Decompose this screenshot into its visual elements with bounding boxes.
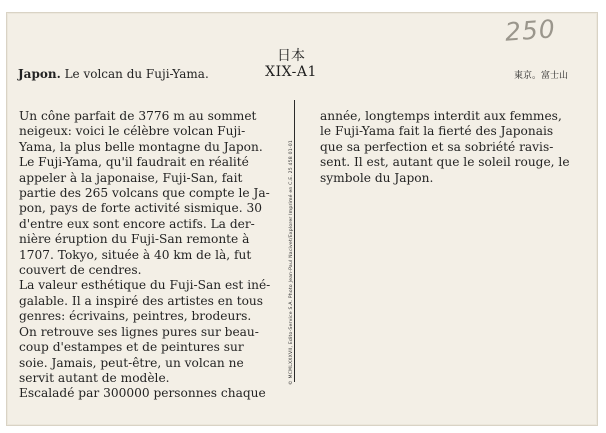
- reference-code: [259, 48, 323, 80]
- reference-number: XIX-A1: [265, 64, 317, 80]
- text-line: soie. Jamais, peut-être, un volcan ne: [19, 355, 244, 370]
- text-line: servit autant de modèle.: [19, 370, 170, 385]
- text-line: le Fuji-Yama fait la fierté des Japonais: [320, 124, 554, 139]
- text-line: d'entre eux sont encore actifs. La der-: [19, 216, 255, 231]
- text-line: Yama, la plus belle montagne du Japon.: [19, 139, 263, 154]
- text-line: nière éruption du Fuji-San remonte à: [19, 232, 250, 247]
- text-line: Un cône parfait de 3776 m au sommet: [19, 109, 257, 123]
- column-divider: [294, 100, 295, 382]
- text-line: La valeur esthétique du Fuji-San est iné-: [19, 278, 271, 293]
- country-label: Japon.: [18, 67, 61, 81]
- text-line: Le Fuji-Yama, qu'il faudrait en réalité: [19, 155, 249, 170]
- text-line: que sa perfection et sa sobriété ravis-: [320, 139, 554, 154]
- text-line: On retrouve ses lignes pures sur beau-: [19, 324, 259, 339]
- text-line: 1707. Tokyo, située à 40 km de là, fut: [19, 247, 252, 262]
- text-line: année, longtemps interdit aux femmes,: [320, 109, 562, 123]
- location-japanese: 東京。富士山: [514, 71, 569, 81]
- text-line: sent. Il est, autant que le soleil rouge, le: [320, 155, 570, 170]
- text-line: coup d'estampes et de peintures sur: [19, 340, 244, 355]
- text-line: partie des 265 volcans que compte le Ja-: [19, 186, 270, 201]
- text-line: symbole du Japon.: [320, 170, 434, 185]
- text-line: couvert de cendres.: [19, 263, 142, 278]
- kanji-label: 日本: [277, 48, 305, 64]
- title-text: Le volcan du Fuji-Yama.: [60, 67, 209, 81]
- handwritten-note: 250: [504, 14, 557, 47]
- text-line: Escaladé par 300000 personnes chaque: [19, 386, 266, 401]
- description-left-column: [19, 109, 269, 402]
- text-line: genres: écrivains, peintres, brodeurs.: [19, 309, 252, 324]
- text-line: neigeux: voici le célèbre volcan Fuji-: [19, 124, 246, 139]
- text-line: galable. Il a inspiré des artistes en tous: [19, 293, 264, 308]
- description-right-column: [320, 109, 572, 186]
- text-line: pon, pays de forte activité sismique. 30: [19, 201, 263, 216]
- text-line: appeler à la japonaise, Fuji-San, fait: [19, 170, 243, 185]
- postcard-title: [18, 67, 209, 81]
- publisher-credit: © MCMLXXXVII, Edito-Service S.A. Photo Jean-Paul Nacivet/Explorer Imprimé en C.E. 25 458 01-01: [289, 140, 294, 385]
